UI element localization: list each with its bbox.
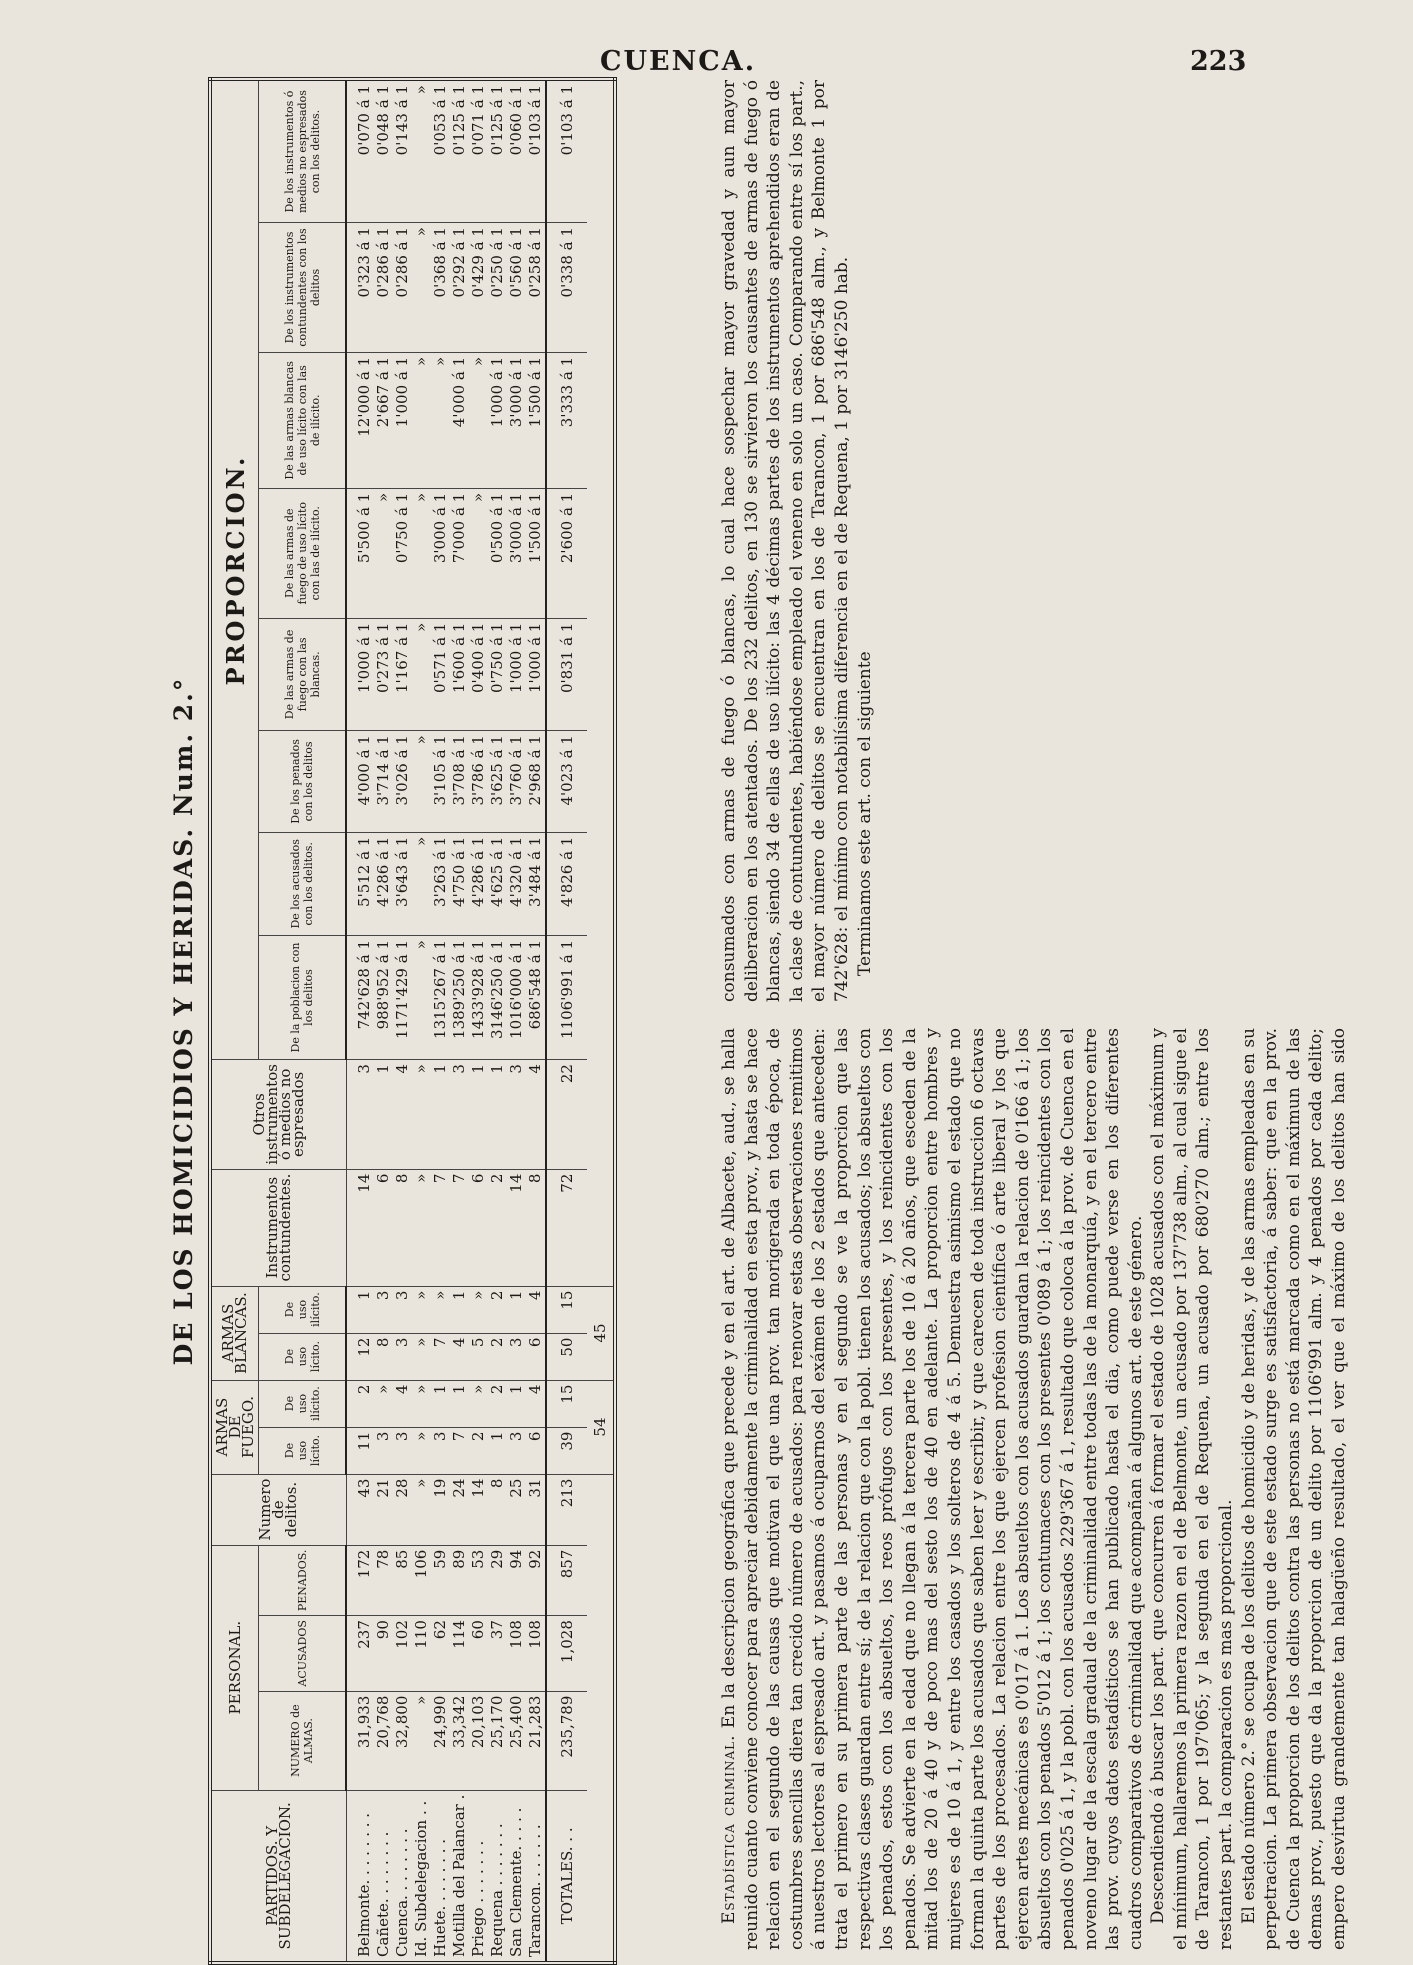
cell-otros: 1 <box>431 1060 450 1170</box>
cell-p-contundentes: 0'286 á 1 <box>393 223 412 353</box>
cell-penados: 92 <box>526 1545 546 1615</box>
header-p-otros: De los instrumentos ó medios no espresados con los delitos. <box>259 79 347 223</box>
cell-p-acusados: 4'286 á 1 <box>374 832 393 935</box>
cell-p-fuego-blancas: 1'167 á 1 <box>393 618 412 730</box>
cell-blancas-licito: 6 <box>526 1333 546 1380</box>
cell-p-fuego-licito: 7'000 á 1 <box>450 488 469 618</box>
cell-blancas-licito: 50 <box>546 1333 587 1380</box>
cell-p-otros: 0'103 á 1 <box>546 79 587 223</box>
cell-p-poblacion: 686'548 á 1 <box>526 936 546 1060</box>
cell-delitos: 43 <box>346 1474 374 1545</box>
cell-p-fuego-licito: 2'600 á 1 <box>546 488 587 618</box>
combined-arms-row <box>587 79 615 1963</box>
cell-name: Priego . . . . . . . <box>469 1790 488 1963</box>
cell-p-acusados: 4'750 á 1 <box>450 832 469 935</box>
cell-delitos: 21 <box>374 1474 393 1545</box>
cell-otros: 4 <box>526 1060 546 1170</box>
cell-blancas-ilicito: » <box>431 1286 450 1333</box>
homicide-statistics-table <box>208 77 617 1965</box>
cell-p-acusados: » <box>412 832 431 935</box>
cell-penados: 106 <box>412 1545 431 1615</box>
cell-p-poblacion: 1171'429 á 1 <box>393 936 412 1060</box>
cell-p-poblacion: 1389'250 á 1 <box>450 936 469 1060</box>
cell-penados: 29 <box>488 1545 507 1615</box>
cell-p-penados: 4'000 á 1 <box>346 731 374 832</box>
cell-p-acusados: 4'826 á 1 <box>546 832 587 935</box>
cell-blancas-licito: 12 <box>346 1333 374 1380</box>
cell-blancas-ilicito: 1 <box>507 1286 526 1333</box>
cell-p-acusados: 4'320 á 1 <box>507 832 526 935</box>
cell-p-acusados: 5'512 á 1 <box>346 832 374 935</box>
cell-p-contundentes: 0'258 á 1 <box>526 223 546 353</box>
cell-penados: 59 <box>431 1545 450 1615</box>
header-fuego-ilicito: De uso ilícito. <box>259 1380 347 1427</box>
cell-p-fuego-blancas: 0'273 á 1 <box>374 618 393 730</box>
cell-fuego-licito: 3 <box>393 1427 412 1474</box>
cell-fuego-ilicito: » <box>469 1380 488 1427</box>
cell-almas: 25,170 <box>488 1691 507 1790</box>
cell-penados: 172 <box>346 1545 374 1615</box>
cell-p-fuego-blancas: 0'750 á 1 <box>488 618 507 730</box>
cell-p-acusados: 4'286 á 1 <box>469 832 488 935</box>
cell-contundentes: 6 <box>374 1169 393 1286</box>
cell-p-fuego-blancas: 1'000 á 1 <box>346 618 374 730</box>
cell-p-poblacion: 1433'928 á 1 <box>469 936 488 1060</box>
cell-delitos: 25 <box>507 1474 526 1545</box>
cell-p-penados: 3'026 á 1 <box>393 731 412 832</box>
paragraph-4: Terminamos este art. con el siguiente <box>854 651 875 976</box>
cell-p-blancas-licito: 4'000 á 1 <box>450 352 469 488</box>
cell-penados: 78 <box>374 1545 393 1615</box>
cell-contundentes: 14 <box>507 1169 526 1286</box>
cell-p-contundentes: 0'368 á 1 <box>431 223 450 353</box>
cell-p-blancas-licito: » <box>469 352 488 488</box>
cell-p-blancas-licito: » <box>412 352 431 488</box>
cell-fuego-ilicito: 2 <box>346 1380 374 1427</box>
cell-p-poblacion: 1315'267 á 1 <box>431 936 450 1060</box>
cell-blancas-licito: 2 <box>488 1333 507 1380</box>
cell-p-blancas-licito: 2'667 á 1 <box>374 352 393 488</box>
cell-p-penados: 3'625 á 1 <box>488 731 507 832</box>
cell-blancas-ilicito: 3 <box>374 1286 393 1333</box>
cell-p-contundentes: 0'292 á 1 <box>450 223 469 353</box>
table-row <box>488 79 507 1963</box>
header-numero-delitos: Numero de delitos. <box>210 1474 346 1545</box>
table-row <box>431 79 450 1963</box>
cell-delitos: 8 <box>488 1474 507 1545</box>
cell-p-fuego-licito: » <box>412 488 431 618</box>
header-acusados: ACUSADOS <box>259 1616 347 1691</box>
cell-contundentes: 8 <box>526 1169 546 1286</box>
cell-p-otros: 0'143 á 1 <box>393 79 412 223</box>
table-row <box>346 79 374 1963</box>
cell-p-fuego-licito: 3'000 á 1 <box>507 488 526 618</box>
cell-otros: 3 <box>450 1060 469 1170</box>
cell-p-otros: 0'070 á 1 <box>346 79 374 223</box>
header-armas-blancas: ARMAS BLANCAS. <box>210 1286 259 1380</box>
header-proporcion: PROPORCION. <box>210 79 259 1060</box>
cell-delitos: 14 <box>469 1474 488 1545</box>
cell-name: Tarancon. . . . . . . <box>526 1790 546 1963</box>
cell-p-penados: 3'105 á 1 <box>431 731 450 832</box>
cell-blancas-licito: 4 <box>450 1333 469 1380</box>
cell-fuego-ilicito: 4 <box>526 1380 546 1427</box>
header-armas-fuego: ARMAS DE FUEGO. <box>210 1380 259 1474</box>
cell-acusados: 1,028 <box>546 1616 587 1691</box>
cell-fuego-ilicito: » <box>374 1380 393 1427</box>
cell-p-fuego-licito: 0'750 á 1 <box>393 488 412 618</box>
table-row <box>374 79 393 1963</box>
cell-p-contundentes: 0'250 á 1 <box>488 223 507 353</box>
cell-p-poblacion: 1016'000 á 1 <box>507 936 526 1060</box>
cell-p-acusados: 3'643 á 1 <box>393 832 412 935</box>
cell-p-fuego-licito: 5'500 á 1 <box>346 488 374 618</box>
cell-p-contundentes: 0'338 á 1 <box>546 223 587 353</box>
cell-p-blancas-licito: 12'000 á 1 <box>346 352 374 488</box>
cell-otros: 1 <box>469 1060 488 1170</box>
section-label: Estadística criminal. <box>719 1734 739 1924</box>
header-personal: PERSONAL. <box>210 1545 259 1790</box>
cell-p-contundentes: 0'429 á 1 <box>469 223 488 353</box>
totals-row <box>546 79 587 1963</box>
cell-blancas-licito: 8 <box>374 1333 393 1380</box>
cell-p-otros: 0'048 á 1 <box>374 79 393 223</box>
cell-fuego-licito: 11 <box>346 1427 374 1474</box>
header-numero-almas: NUMERO de ALMAS. <box>259 1691 347 1790</box>
statistics-table-block <box>160 77 718 1965</box>
header-blancas-ilicito: De uso ilícito. <box>259 1286 347 1333</box>
cell-p-fuego-licito: 0'500 á 1 <box>488 488 507 618</box>
cell-p-otros: » <box>412 79 431 223</box>
cell-fuego-licito: 6 <box>526 1427 546 1474</box>
cell-otros: 4 <box>393 1060 412 1170</box>
header-p-fuego-licito: De las armas de fuego de uso lícito con las de ilícito. <box>259 488 347 618</box>
cell-p-otros: 0'103 á 1 <box>526 79 546 223</box>
cell-p-contundentes: 0'286 á 1 <box>374 223 393 353</box>
cell-contundentes: 2 <box>488 1169 507 1286</box>
cell-p-otros: 0'060 á 1 <box>507 79 526 223</box>
cell-p-acusados: 4'625 á 1 <box>488 832 507 935</box>
table-title: DE LOS HOMICIDIOS Y HERIDAS. Num. 2.° <box>169 676 198 1366</box>
cell-p-blancas-licito: 1'500 á 1 <box>526 352 546 488</box>
cell-p-contundentes: 0'560 á 1 <box>507 223 526 353</box>
cell-p-otros: 0'053 á 1 <box>431 79 450 223</box>
paragraph-1: Estadística criminal. En la descripcion geográfica que precede y en el art. de Albacete, aud., se halla reunido cuanto conviene conocer para apreciar debidamente la criminalidad en esta prov., y hasta se hace relacion en el segundo de las causas que motivan el que una prov. tan morigerada en toda época, de costumbres sencillas diera tan crecido número de acusados: para renovar estas observaciones remitimos á nuestros lectores al espresado art. y pasamos á ocuparnos del exámen de los 2 estados que anteceden: trata el primero en su primera parte de las personas y en el segundo se ve la proporcion que las respectivas clases guardan entre sí; de la relacion que con la pobl. tienen los acusados; los absueltos con los penados, estos con los absueltos, los reos prófugos con los presentes, y los reincidentes con los penados. Se advierte en la edad que no llegan á la tercera parte los de 10 á 20 años, que esceden de la mitad los de 20 á 40 y de poco mas del sesto los de 40 en adelante. La proporcion entre hombres y mujeres es de 10 á 1, y entre los casados y los solteros de 4 á 5. Demuestra asimismo el estado que no forman la quinta parte los acusados que saben leer y escribir, y que carecen de toda instruccion 6 octavas partes de los procesados. La relacion entre los que ejercen profesion científica ó arte liberal y los que ejercen artes mecánicas es 0'017 á 1. Los absueltos con los acusados guardan la relacion de 0'166 á 1; los absueltos con los penados 5'012 á 1; los contumaces con los presentes 0'089 á 1; los reincidentes con los penados 0'025 á 1, y la pobl. con los acusados 229'367 á 1, resultado que coloca á la prov. de Cuenca en el noveno lugar de la escala gradual de la criminalidad entre todas las de la monarquía, y en el tercero entre las prov. cuyos datos estadísticos se han publicado hasta el dia, como puede verse en los diferentes cuadros comparativos de criminalidad que acompañan á algunos art. de este género. <box>719 1027 1146 1950</box>
cell-fuego-ilicito: 15 <box>546 1380 587 1427</box>
cell-p-penados: » <box>412 731 431 832</box>
cell-delitos: 28 <box>393 1474 412 1545</box>
cell-blancas-ilicito: 3 <box>393 1286 412 1333</box>
cell-p-fuego-blancas: 0'400 á 1 <box>469 618 488 730</box>
cell-contundentes: 7 <box>450 1169 469 1286</box>
cell-otros: » <box>412 1060 431 1170</box>
header-p-contundentes: De los instrumentos contundentes con los delitos <box>259 223 347 353</box>
header-p-penados: De los penados con los delitos <box>259 731 347 832</box>
cell-p-poblacion: 742'628 á 1 <box>346 936 374 1060</box>
cell-otros: 1 <box>488 1060 507 1170</box>
paragraph-2: Descendiendo á buscar los part. que concurren á formar el estado de 1028 acusados con el máximum y el mínimum, hallaremos la primera razon en el de Belmonte, un acusado por 137'738 alm., al cual sigue el de Tarancon, 1 por 197'065; y la segunda en el de Requena, un acusado por 680'270 alm.; entre los restantes part. la comparacion es mas proporcional. <box>1148 1028 1237 1950</box>
cell-penados: 53 <box>469 1545 488 1615</box>
cell-almas: » <box>412 1691 431 1790</box>
cell-acusados: 237 <box>346 1616 374 1691</box>
cell-p-blancas-licito: 1'000 á 1 <box>393 352 412 488</box>
cell-contundentes: 14 <box>346 1169 374 1286</box>
cell-fuego-licito: 1 <box>488 1427 507 1474</box>
cell-fuego-ilicito: 1 <box>431 1380 450 1427</box>
cell-penados: 857 <box>546 1545 587 1615</box>
cell-p-fuego-licito: 3'000 á 1 <box>431 488 450 618</box>
header-p-acusados: De los acusados con los delitos. <box>259 832 347 935</box>
header-partidos: PARTIDOS. Y SUBDELEGACION. <box>210 1790 346 1963</box>
cell-delitos: 31 <box>526 1474 546 1545</box>
cell-acusados: 62 <box>431 1616 450 1691</box>
cell-p-fuego-licito: » <box>469 488 488 618</box>
header-otros: Otros instrumentos ó medios no espresados <box>210 1060 346 1170</box>
cell-p-poblacion: 988'952 á 1 <box>374 936 393 1060</box>
cell-name: Huete. . . . . . . . <box>431 1790 450 1963</box>
cell-delitos: 213 <box>546 1474 587 1545</box>
cell-contundentes: 6 <box>469 1169 488 1286</box>
cell-p-blancas-licito: 3'333 á 1 <box>546 352 587 488</box>
table-row <box>507 79 526 1963</box>
cell-p-penados: 3'760 á 1 <box>507 731 526 832</box>
cell-fuego-ilicito: 4 <box>393 1380 412 1427</box>
cell-acusados: 110 <box>412 1616 431 1691</box>
cell-p-fuego-licito: 1'500 á 1 <box>526 488 546 618</box>
cell-almas: 20,768 <box>374 1691 393 1790</box>
cell-p-blancas-licito: 3'000 á 1 <box>507 352 526 488</box>
cell-acusados: 114 <box>450 1616 469 1691</box>
cell-acusados: 37 <box>488 1616 507 1691</box>
cell-p-otros: 0'125 á 1 <box>450 79 469 223</box>
table-row <box>393 79 412 1963</box>
cell-p-poblacion: » <box>412 936 431 1060</box>
cell-p-fuego-blancas: 1'000 á 1 <box>507 618 526 730</box>
cell-p-contundentes: » <box>412 223 431 353</box>
cell-p-penados: 4'023 á 1 <box>546 731 587 832</box>
cell-penados: 94 <box>507 1545 526 1615</box>
cell-fuego-licito: 39 <box>546 1427 587 1474</box>
cell-penados: 85 <box>393 1545 412 1615</box>
cell-p-fuego-blancas: 1'600 á 1 <box>450 618 469 730</box>
header-blancas-licito: De uso lícito. <box>259 1333 347 1380</box>
cell-fuego-ilicito: 1 <box>450 1380 469 1427</box>
cell-name: Cañete. . . . . . . . <box>374 1790 393 1963</box>
cell-p-penados: 3'714 á 1 <box>374 731 393 832</box>
cell-blancas-ilicito: 1 <box>450 1286 469 1333</box>
cell-fuego-licito: 7 <box>450 1427 469 1474</box>
header-p-fuego-blancas: De las armas de fuego con las blancas. <box>259 618 347 730</box>
cell-penados: 89 <box>450 1545 469 1615</box>
cell-contundentes: 72 <box>546 1169 587 1286</box>
cell-p-penados: 3'708 á 1 <box>450 731 469 832</box>
cell-name: San Clemente. . . . . <box>507 1790 526 1963</box>
cell-otros: 1 <box>374 1060 393 1170</box>
cell-delitos: » <box>412 1474 431 1545</box>
cell-almas: 20,103 <box>469 1691 488 1790</box>
page-number: 223 <box>1190 46 1247 77</box>
cell-almas: 31,933 <box>346 1691 374 1790</box>
table-row <box>526 79 546 1963</box>
cell-name: Cuenca. . . . . . . . <box>393 1790 412 1963</box>
table-row <box>412 79 431 1963</box>
cell-p-blancas-licito: » <box>431 352 450 488</box>
cell-contundentes: 8 <box>393 1169 412 1286</box>
header-p-poblacion: De la poblacion con los delitos <box>259 936 347 1060</box>
cell-acusados: 90 <box>374 1616 393 1691</box>
cell-almas: 32,800 <box>393 1691 412 1790</box>
cell-blancas-ilicito: 15 <box>546 1286 587 1333</box>
combined-fuego-total: 54 <box>587 1380 615 1474</box>
cell-almas: 33,342 <box>450 1691 469 1790</box>
cell-fuego-licito: 3 <box>431 1427 450 1474</box>
cell-otros: 22 <box>546 1060 587 1170</box>
cell-fuego-ilicito: » <box>412 1380 431 1427</box>
cell-blancas-ilicito: 4 <box>526 1286 546 1333</box>
cell-p-otros: 0'071 á 1 <box>469 79 488 223</box>
cell-blancas-licito: 3 <box>393 1333 412 1380</box>
cell-name: Requena . . . . . . . <box>488 1790 507 1963</box>
cell-blancas-ilicito: » <box>412 1286 431 1333</box>
cell-acusados: 108 <box>507 1616 526 1691</box>
cell-blancas-licito: » <box>412 1333 431 1380</box>
cell-acusados: 108 <box>526 1616 546 1691</box>
paragraph-3: El estado número 2.° se ocupa de los delitos de homicidio y de heridas, y de las armas empleadas en su perpetracion. La primera observacion que de este estado surge es satisfactoria, á saber: que en la prov. de Cuenca la proporcion de los delitos contra las personas no está marcada como en el máximun de las demas prov., puesto que da la proporcion de un delito por 1106'991 alm. y 4 penados por cada delito; empero desvirtua grandemente tan halagüeño resultado, el ver que el máximo de los delitos han sido consumados con armas de fuego ó blancas, lo cual hace sospechar mayor gravedad y aun mayor deliberacion en los atentados. De los 232 delitos, en 130 se sirvieron los causantes de armas de fuego ó blancas, siendo 34 de ellas de uso ilícito: las 4 décimas partes de los instrumentos aprehendidos eran de la clase de contundentes, habiéndose empleado el veneno en solo un caso. Comparando entre sí los part., el mayor número de delitos se encuentran en los de Tarancon, 1 por 686'548 alm., y Belmonte 1 por 742'628: el mínimo con notabilísima diferencia en el de Requena, 1 por 3146'250 hab. <box>719 80 1350 1950</box>
cell-blancas-licito: 5 <box>469 1333 488 1380</box>
cell-p-blancas-licito: 1'000 á 1 <box>488 352 507 488</box>
cell-fuego-ilicito: 1 <box>507 1380 526 1427</box>
cell-acusados: 102 <box>393 1616 412 1691</box>
cell-p-penados: 3'786 á 1 <box>469 731 488 832</box>
cell-fuego-licito: 2 <box>469 1427 488 1474</box>
header-penados: PENADOS. <box>259 1545 347 1615</box>
cell-otros: 3 <box>507 1060 526 1170</box>
cell-almas: 24,990 <box>431 1691 450 1790</box>
cell-p-otros: 0'125 á 1 <box>488 79 507 223</box>
table-row <box>469 79 488 1963</box>
header-contundentes: Instrumentos contundentes. <box>210 1169 346 1286</box>
cell-delitos: 19 <box>431 1474 450 1545</box>
cell-blancas-ilicito: 2 <box>488 1286 507 1333</box>
cell-p-fuego-blancas: » <box>412 618 431 730</box>
cell-almas: 25,400 <box>507 1691 526 1790</box>
cell-p-fuego-blancas: 0'831 á 1 <box>546 618 587 730</box>
cell-blancas-licito: 7 <box>431 1333 450 1380</box>
cell-fuego-ilicito: 2 <box>488 1380 507 1427</box>
cell-blancas-ilicito: » <box>469 1286 488 1333</box>
cell-fuego-licito: 3 <box>374 1427 393 1474</box>
running-title: CUENCA. <box>600 46 757 77</box>
cell-almas: 21,283 <box>526 1691 546 1790</box>
header-fuego-licito: De uso lícito. <box>259 1427 347 1474</box>
cell-p-acusados: 3'484 á 1 <box>526 832 546 935</box>
cell-p-fuego-blancas: 0'571 á 1 <box>431 618 450 730</box>
cell-delitos: 24 <box>450 1474 469 1545</box>
cell-name: TOTALES. . . <box>546 1790 587 1963</box>
cell-name: Belmonte. . . . . . . . <box>346 1790 374 1963</box>
cell-p-poblacion: 1106'991 á 1 <box>546 936 587 1060</box>
cell-otros: 3 <box>346 1060 374 1170</box>
table-row <box>450 79 469 1963</box>
cell-p-fuego-blancas: 1'000 á 1 <box>526 618 546 730</box>
cell-contundentes: » <box>412 1169 431 1286</box>
cell-p-contundentes: 0'323 á 1 <box>346 223 374 353</box>
cell-name: Id. Subdelegacion . . <box>412 1790 431 1963</box>
cell-name: Motilla del Palancar . <box>450 1790 469 1963</box>
table-body <box>346 79 546 1963</box>
cell-almas: 235,789 <box>546 1691 587 1790</box>
cell-acusados: 60 <box>469 1616 488 1691</box>
header-p-blancas-licito: De las armas blancas de uso lícito con las de ilícito. <box>259 352 347 488</box>
cell-p-penados: 2'968 á 1 <box>526 731 546 832</box>
cell-p-acusados: 3'263 á 1 <box>431 832 450 935</box>
body-text <box>718 80 1358 1950</box>
cell-blancas-ilicito: 1 <box>346 1286 374 1333</box>
cell-p-fuego-licito: » <box>374 488 393 618</box>
cell-blancas-licito: 3 <box>507 1333 526 1380</box>
cell-fuego-licito: » <box>412 1427 431 1474</box>
cell-p-poblacion: 3146'250 á 1 <box>488 936 507 1060</box>
cell-contundentes: 7 <box>431 1169 450 1286</box>
cell-fuego-licito: 3 <box>507 1427 526 1474</box>
combined-blancas-total: 45 <box>587 1286 615 1380</box>
